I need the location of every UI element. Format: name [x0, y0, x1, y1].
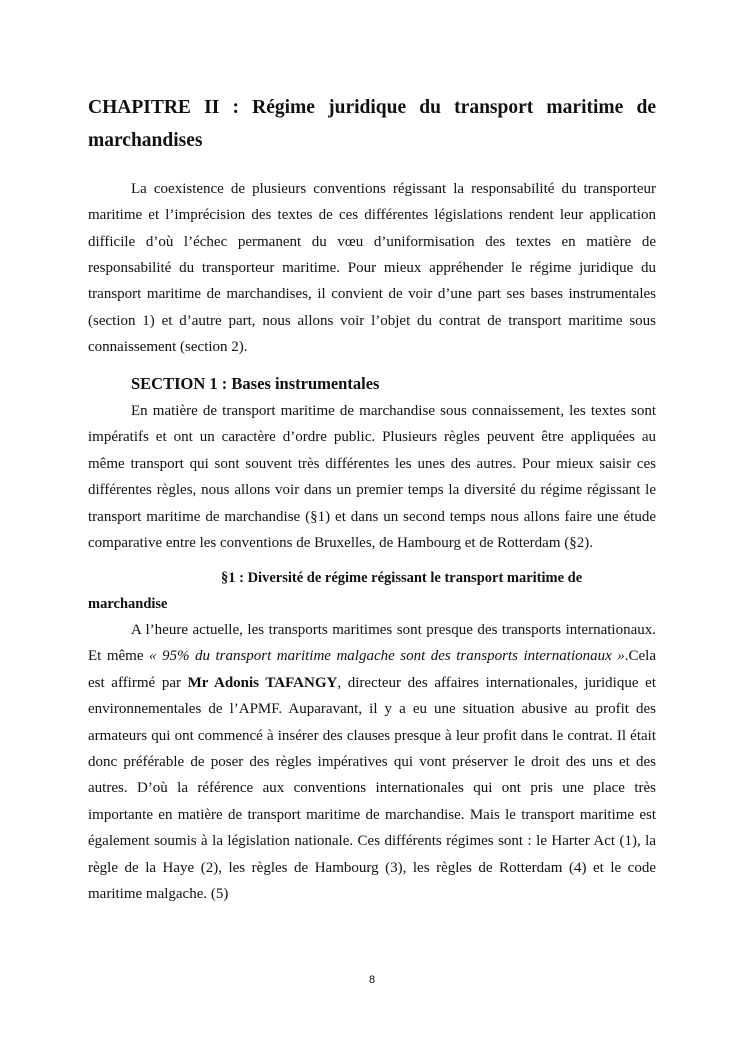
- text-run: connaissement (section 2).: [88, 339, 248, 355]
- intro-paragraph-line: [88, 232, 656, 252]
- text-run: autres. D’où la référence aux conventions internationales qui ont pris une place très: [88, 780, 656, 796]
- section-paragraph-line: [131, 401, 656, 421]
- text-run: est affirmé par: [88, 675, 188, 691]
- intro-paragraph-line: [88, 205, 656, 225]
- subsection-paragraph-line: [88, 884, 656, 904]
- intro-paragraph-line: [88, 284, 656, 304]
- text-run: , directeur des affaires internationales, juridique et: [337, 675, 656, 691]
- text-run: règle de la Haye (2), les règles de Hambourg (3), les règles de Rotterdam (4) et le code: [88, 860, 656, 876]
- intro-paragraph-line: [88, 258, 656, 278]
- text-run: différentes règles, nous allons voir dans un premier temps la diversité du régime régissant le: [88, 482, 656, 498]
- text-run: impératifs et ont un caractère d’ordre public. Plusieurs règles peuvent être appliquées au: [88, 429, 656, 445]
- text-run: transport maritime de marchandise (§1) et dans un second temps nous allons faire une étude: [88, 509, 656, 525]
- text-run: donc préférable de poser des règles impératives qui vont préserver le droit des uns et des: [88, 754, 656, 770]
- subsection-paragraph-line: [88, 726, 656, 746]
- text-run: également soumis à la législation nationale. Ces différents régimes sont : le Harter Act (1), la: [88, 833, 656, 849]
- subsection-paragraph-line: [88, 646, 656, 666]
- subsection-paragraph-line: [88, 778, 656, 798]
- text-run: .Cela: [624, 648, 657, 664]
- subsection-paragraph-line: [88, 673, 656, 693]
- text-run: La coexistence de plusieurs conventions régissant la responsabilité du transporteur: [131, 181, 656, 197]
- chapter-title-line: [88, 95, 656, 121]
- text-run: comparative entre les conventions de Bruxelles, de Hambourg et de Rotterdam (§2).: [88, 535, 593, 551]
- section-paragraph-line: [88, 427, 656, 447]
- intro-paragraph-line: [88, 311, 656, 331]
- text-run: (section 1) et d’autre part, nous allons voir l’objet du contrat de transport maritime sous: [88, 313, 656, 329]
- text-run: responsabilité du transporteur maritime. Pour mieux appréhender le régime juridique du: [88, 260, 656, 276]
- text-run: importante en matière de transport maritime de marchandise. Mais le transport maritime est: [88, 807, 656, 823]
- section-paragraph-line: [88, 480, 656, 500]
- text-run: même transport qui sont souvent très différentes les unes des autres. Pour mieux saisir ces: [88, 456, 656, 472]
- text-run: marchandises: [88, 130, 203, 151]
- intro-paragraph-line: [131, 179, 656, 199]
- text-run: transport maritime de marchandises, il convient de voir d’une part ses bases instrumentales: [88, 286, 656, 302]
- text-run: maritime malgache. (5): [88, 886, 229, 902]
- chapter-title-line: [88, 128, 656, 154]
- text-run: environnementales de l’APMF. Auparavant, il y a eu une situation abusive au profit des: [88, 701, 656, 717]
- subsection-paragraph-line: [88, 805, 656, 825]
- bold-name: Mr Adonis TAFANGY: [187, 675, 338, 691]
- subsection-paragraph-line: [88, 752, 656, 772]
- subsection-heading: §1 : Diversité de régime régissant le transport maritime de: [221, 570, 583, 586]
- subsection-paragraph-line: [88, 699, 656, 719]
- section-paragraph-line: [88, 533, 656, 553]
- text-run: Et même: [88, 648, 149, 664]
- subsection-paragraph-line: [88, 858, 656, 878]
- section-paragraph-line: [88, 454, 656, 474]
- text-run: maritime et l’imprécision des textes de ces différentes législations rendent leur application: [88, 207, 656, 223]
- subsection-paragraph-line: [88, 831, 656, 851]
- section-paragraph-line: [88, 507, 656, 527]
- section-heading: SECTION 1 : Bases instrumentales: [131, 374, 380, 393]
- subsection-heading-cont: marchandise: [88, 596, 168, 612]
- subsection-paragraph-line: [131, 620, 656, 640]
- text-run: armateurs qui ont commencé à insérer des clauses presque à leur profit dans le contrat. Il était: [88, 728, 656, 744]
- text-run: A l’heure actuelle, les transports maritimes sont presque des transports internationaux.: [131, 622, 656, 638]
- text-run: En matière de transport maritime de marchandise sous connaissement, les textes sont: [131, 403, 656, 419]
- page-number: 8: [368, 974, 376, 986]
- text-run: difficile d’où l’échec permanent du vœu d’uniformisation des textes en matière de: [88, 234, 656, 250]
- intro-paragraph-line: [88, 337, 656, 357]
- quote-text: « 95% du transport maritime malgache sont des transports internationaux »: [148, 648, 625, 664]
- text-run: CHAPITRE II : Régime juridique du transport maritime de: [88, 97, 656, 118]
